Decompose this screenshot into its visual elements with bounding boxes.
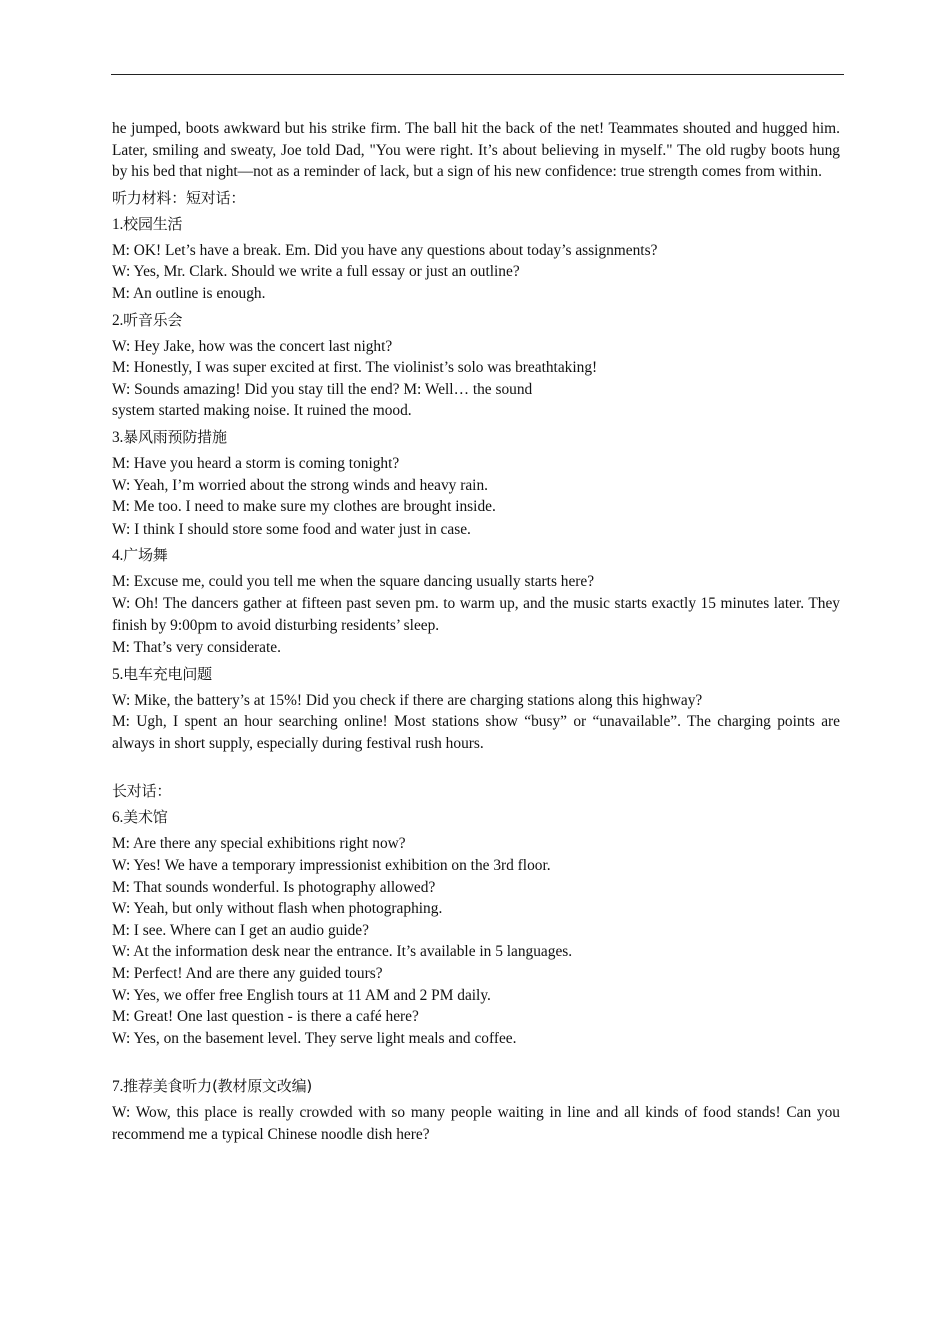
dialogue-4 xyxy=(112,544,840,658)
dialogue-line: system started making noise. It ruined the mood. xyxy=(112,402,412,420)
section-gap xyxy=(112,754,840,776)
dialogue-line: M: I see. Where can I get an audio guide? xyxy=(112,921,369,939)
dialogue-line: M: Great! One last question - is there a café here? xyxy=(112,1008,419,1026)
dialogue-line: W: Oh! The dancers gather at fifteen past seven pm. to warm up, and the music starts exactly 15 minutes later. They finish by 9:00pm to avoid disturbing residents’ sleep. xyxy=(112,594,840,634)
dialogue-5 xyxy=(112,663,840,755)
dialogue-line: M: Honestly, I was super excited at first. The violinist’s solo was breathtaking! xyxy=(112,359,598,377)
dialogue-1-heading: 1.校园生活 xyxy=(112,214,183,233)
header-rule xyxy=(111,74,844,75)
section-gap xyxy=(112,1049,840,1071)
dialogue-line: W: Hey Jake, how was the concert last night? xyxy=(112,337,393,355)
dialogue-4-heading: 4.广场舞 xyxy=(112,546,168,565)
intro-paragraph: he jumped, boots awkward but his strike firm. The ball hit the back of the net! Teammates shouted and hugged him. Later, smiling and sweaty, Joe told Dad, "You were right. It’s about believing in myself." The old rugby boots hung by his bed that night—not as a reminder of lack, but a sign of his new confidence: true strength comes from within. xyxy=(112,120,840,181)
dialogue-line: W: Yes, Mr. Clark. Should we write a full essay or just an outline? xyxy=(112,263,520,281)
dialogue-3-heading: 3.暴风雨预防措施 xyxy=(112,427,227,446)
dialogue-line: M: Excuse me, could you tell me when the square dancing usually starts here? xyxy=(112,573,595,591)
dialogue-1 xyxy=(112,213,840,305)
short-dialogues-heading: 听力材料：短对话： xyxy=(112,188,246,207)
long-dialogues-heading: 长对话： xyxy=(112,782,172,801)
dialogue-line: M: OK! Let’s have a break. Em. Did you have any questions about today’s assignments? xyxy=(112,241,658,259)
dialogue-line: W: Yeah, but only without flash when photographing. xyxy=(112,900,443,918)
dialogue-line: M: Have you heard a storm is coming tonight? xyxy=(112,454,400,472)
dialogue-line: W: Sounds amazing! Did you stay till the end? M: Well… the sound xyxy=(112,380,533,398)
dialogue-line: M: That’s very considerate. xyxy=(112,639,281,657)
dialogue-line: W: Wow, this place is really crowded with so many people waiting in line and all kinds of food stands! Can you recommend me a typical Chinese noodle dish here? xyxy=(112,1104,840,1143)
dialogue-6 xyxy=(112,806,840,1049)
dialogue-7 xyxy=(112,1075,840,1145)
dialogue-3 xyxy=(112,426,840,540)
dialogue-7-heading: 7.推荐美食听力(教材原文改编) xyxy=(112,1077,313,1096)
dialogue-line: W: At the information desk near the entrance. It’s available in 5 languages. xyxy=(112,943,573,961)
dialogue-line: M: An outline is enough. xyxy=(112,284,266,302)
dialogue-line: W: Yes, on the basement level. They serve light meals and coffee. xyxy=(112,1029,517,1047)
dialogue-line: M: Are there any special exhibitions right now? xyxy=(112,835,406,853)
dialogue-line: M: Me too. I need to make sure my clothes are brought inside. xyxy=(112,498,496,516)
dialogue-line: M: Ugh, I spent an hour searching online! Most stations show “busy” or “unavailable”. The charging points are always in short supply, especially during festival rush hours. xyxy=(112,713,840,752)
dialogue-2-heading: 2.听音乐会 xyxy=(112,310,183,329)
dialogue-line: M: That sounds wonderful. Is photography allowed? xyxy=(112,878,436,896)
dialogue-5-heading: 5.电车充电问题 xyxy=(112,664,212,683)
dialogue-line: W: Yeah, I’m worried about the strong winds and heavy rain. xyxy=(112,476,488,494)
dialogue-line: M: Perfect! And are there any guided tours? xyxy=(112,965,383,983)
dialogue-line: W: I think I should store some food and water just in case. xyxy=(112,520,471,538)
dialogue-line: W: Mike, the battery’s at 15%! Did you check if there are charging stations along this highway? xyxy=(112,691,703,709)
dialogue-line: W: Yes! We have a temporary impressionist exhibition on the 3rd floor. xyxy=(112,857,551,875)
document-body xyxy=(112,118,840,1146)
dialogue-6-heading: 6.美术馆 xyxy=(112,808,168,827)
dialogue-line: W: Yes, we offer free English tours at 11 AM and 2 PM daily. xyxy=(112,986,491,1004)
dialogue-2 xyxy=(112,309,840,422)
